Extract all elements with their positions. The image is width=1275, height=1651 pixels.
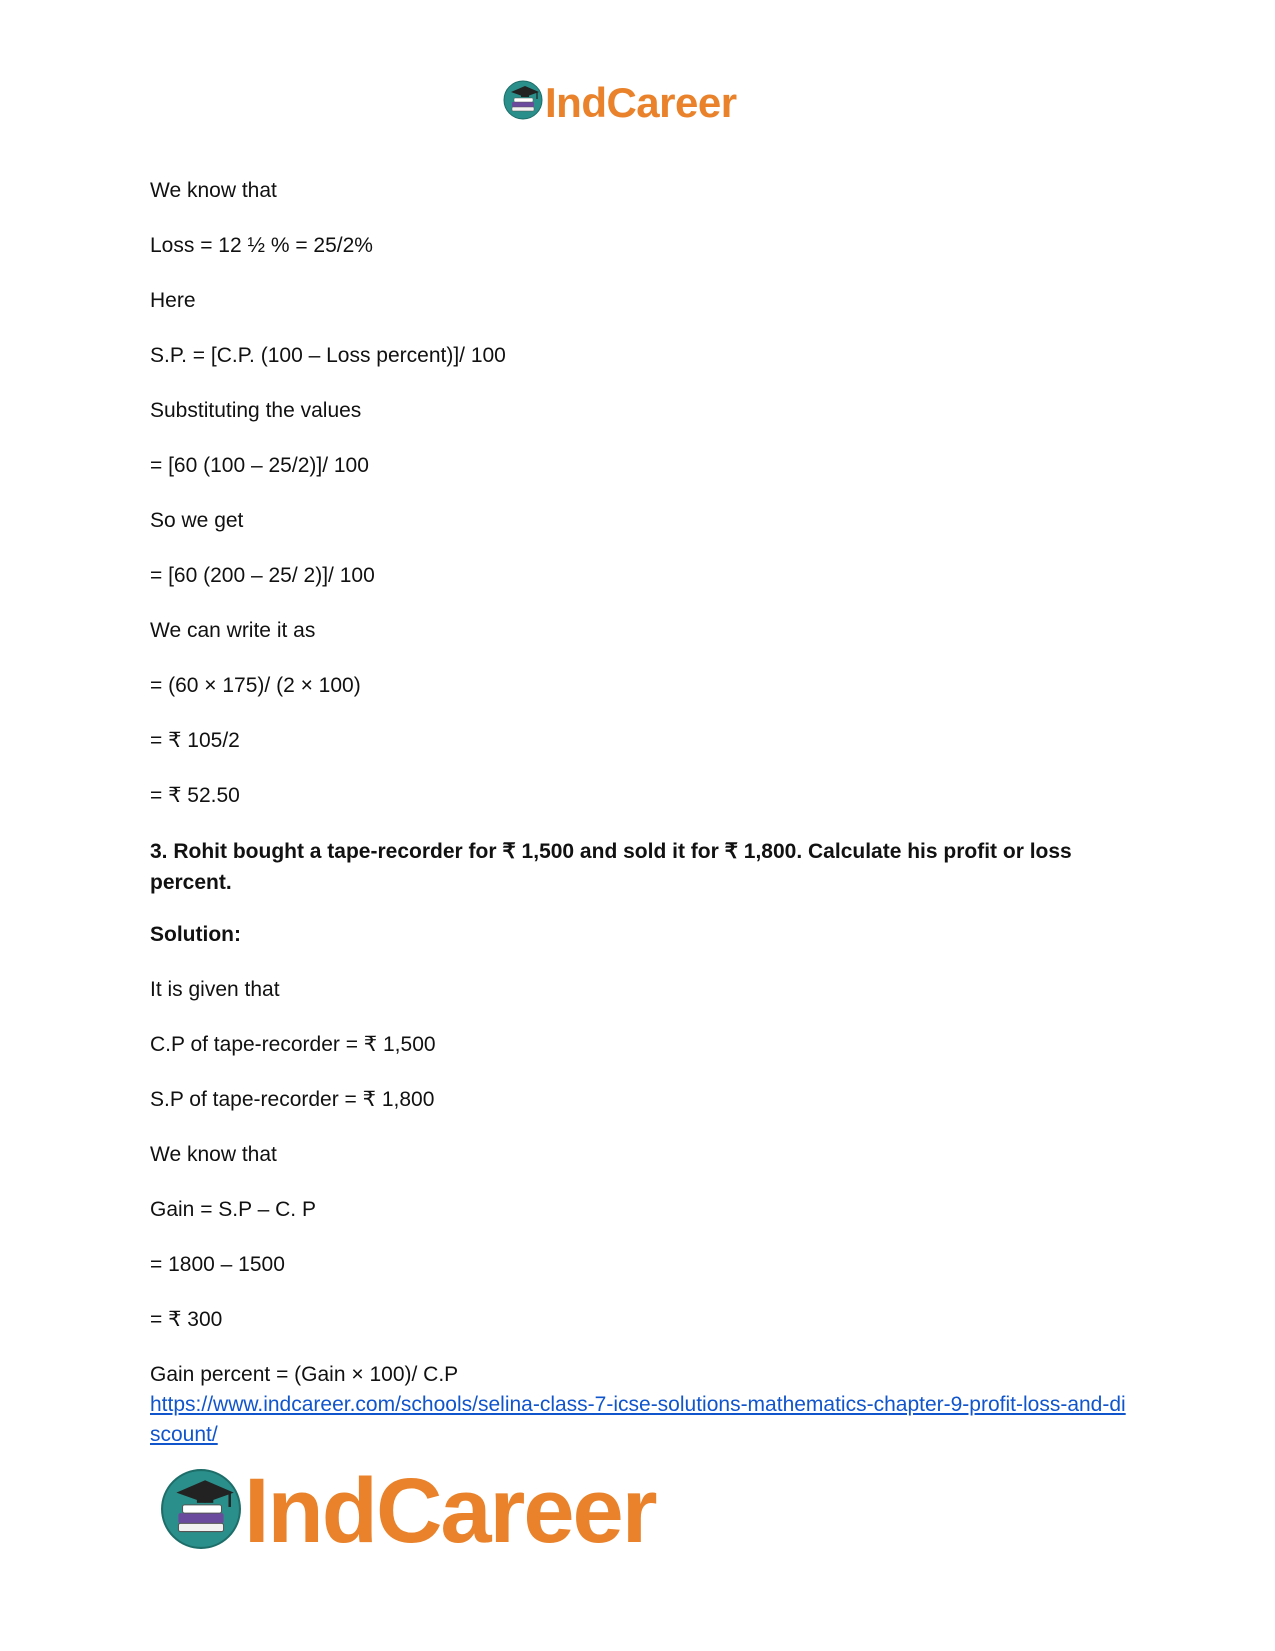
text-line: We know that — [150, 179, 277, 202]
document-body — [150, 176, 1130, 1450]
text-line: = 1800 – 1500 — [150, 1253, 285, 1276]
text-line: S.P of tape-recorder = ₹ 1,800 — [150, 1088, 435, 1111]
text-line: Gain = S.P – C. P — [150, 1198, 316, 1221]
source-link[interactable]: https://www.indcareer.com/schools/selina-class-7-icse-solutions-mathematics-chapter-9-profit-loss-and-discount/ — [150, 1393, 1126, 1446]
text-line: It is given that — [150, 978, 280, 1001]
text-line: We can write it as — [150, 619, 316, 642]
question-text: 3. Rohit bought a tape-recorder for ₹ 1,500 and sold it for ₹ 1,800. Calculate his profit or loss percent. — [150, 840, 1072, 894]
footer-logo — [160, 1460, 656, 1562]
text-line: S.P. = [C.P. (100 – Loss percent)]/ 100 — [150, 344, 506, 367]
text-line: = (60 × 175)/ (2 × 100) — [150, 674, 361, 697]
text-line: We know that — [150, 1143, 277, 1166]
text-line: C.P of tape-recorder = ₹ 1,500 — [150, 1033, 436, 1056]
text-line: So we get — [150, 509, 244, 532]
text-line: = [60 (100 – 25/2)]/ 100 — [150, 454, 369, 477]
header-logo — [503, 80, 737, 125]
text-line: = ₹ 105/2 — [150, 729, 240, 752]
graduation-cap-books-icon — [503, 80, 543, 125]
text-line: = [60 (200 – 25/ 2)]/ 100 — [150, 564, 375, 587]
solution-label: Solution: — [150, 923, 241, 946]
text-line: Substituting the values — [150, 399, 362, 422]
text-line: Here — [150, 289, 196, 312]
text-line: = ₹ 52.50 — [150, 784, 240, 807]
text-line: = ₹ 300 — [150, 1308, 223, 1331]
text-line: Loss = 12 ½ % = 25/2% — [150, 234, 373, 257]
text-line: Gain percent = (Gain × 100)/ C.P — [150, 1363, 459, 1386]
graduation-cap-books-icon — [160, 1468, 242, 1555]
footer-logo-text: IndCareer — [244, 1460, 656, 1562]
header-logo-text: IndCareer — [545, 78, 737, 126]
